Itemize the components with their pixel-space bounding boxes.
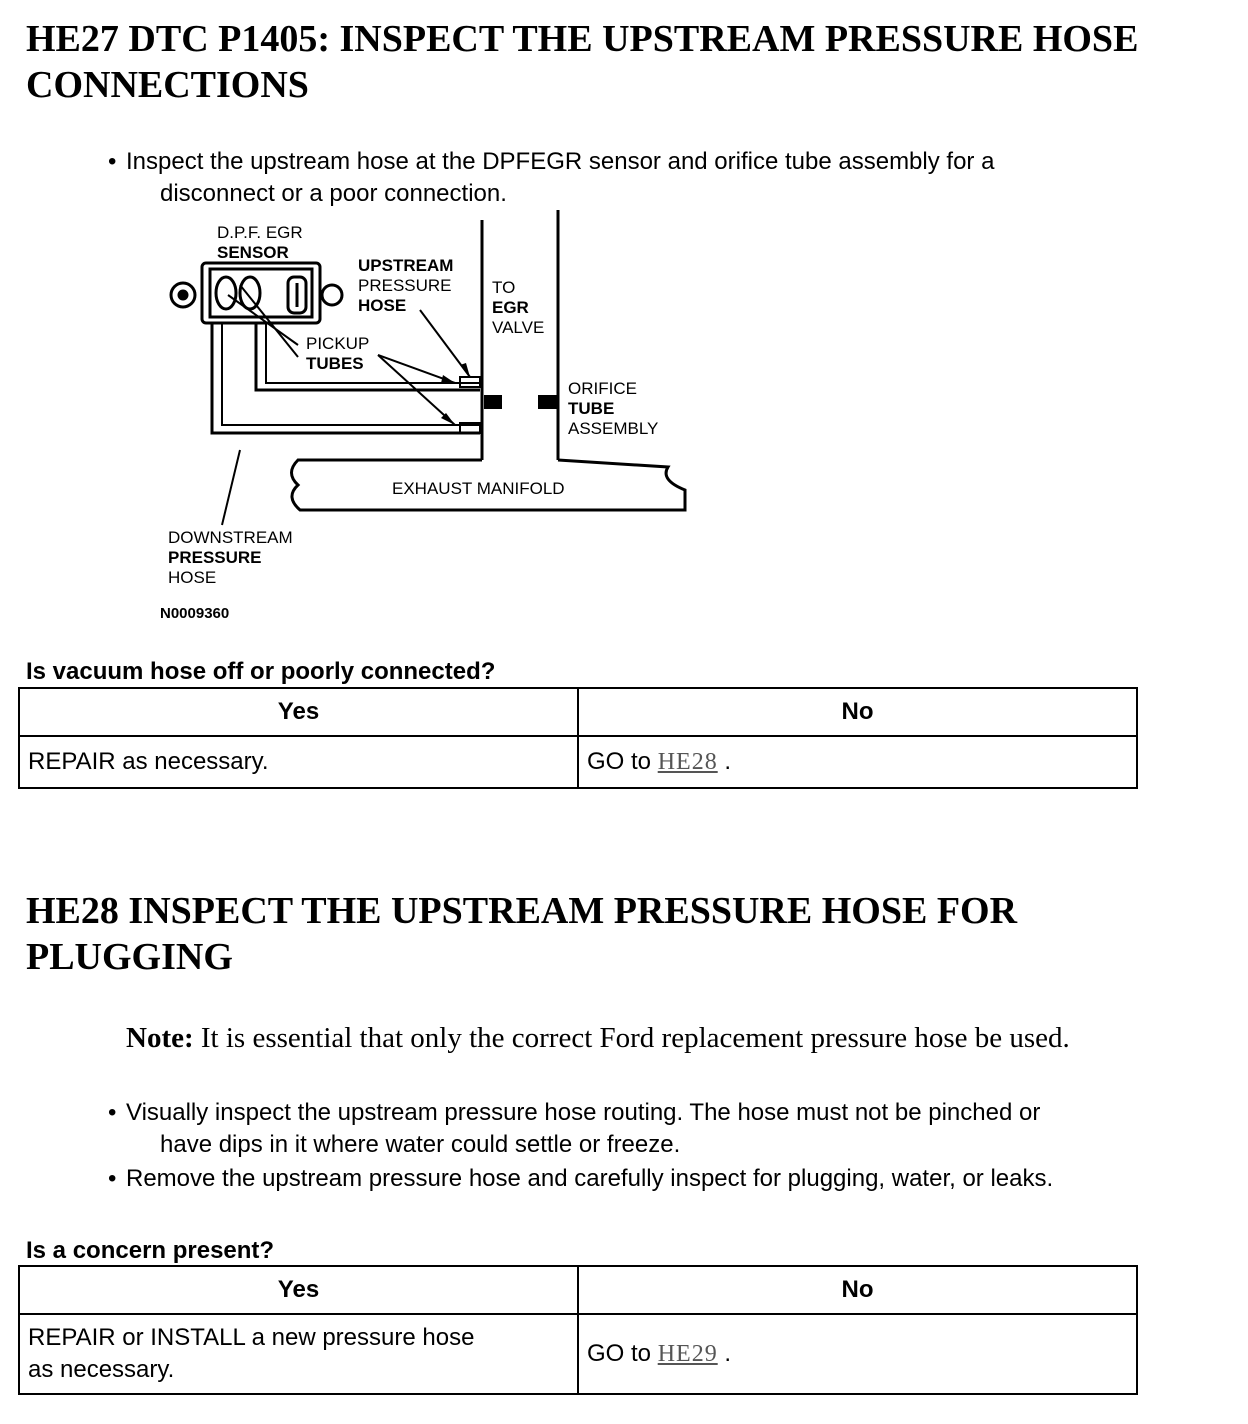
bullet-dot-icon: • xyxy=(108,1165,117,1192)
section1-bullet xyxy=(108,146,994,210)
label-to-egr-2: EGR xyxy=(492,298,529,317)
label-upstream-3: HOSE xyxy=(358,296,407,315)
label-orifice-1: ORIFICE xyxy=(568,379,637,398)
yes-cell xyxy=(19,1314,578,1394)
col-no-header: No xyxy=(578,688,1137,736)
label-orifice-2: TUBE xyxy=(568,399,615,418)
section2-question: Is a concern present? xyxy=(26,1237,275,1264)
no-suffix: . xyxy=(724,1340,732,1367)
no-cell xyxy=(578,1314,1137,1394)
table-row xyxy=(19,736,1137,788)
yes-text-line1: REPAIR or INSTALL a new pressure hose xyxy=(28,1324,475,1351)
label-pickup-1: PICKUP xyxy=(306,334,370,353)
section2-heading-line1: HE28 INSPECT THE UPSTREAM PRESSURE HOSE FOR xyxy=(26,890,1018,932)
label-sensor-1: D.P.F. EGR xyxy=(217,223,303,242)
section2-bullet1-line1: Visually inspect the upstream pressure hose routing. The hose must not be pinched or xyxy=(126,1099,1041,1126)
section2-heading xyxy=(26,888,1017,980)
col-yes-header: Yes xyxy=(19,1266,578,1314)
bullet-dot-icon: • xyxy=(108,1099,117,1126)
label-pickup-2: TUBES xyxy=(306,354,364,373)
section2-note xyxy=(126,1021,1070,1055)
label-sensor-2: SENSOR xyxy=(217,243,289,262)
section1-heading-line1: HE27 DTC P1405: INSPECT THE UPSTREAM PRESSURE HOSE xyxy=(26,18,1139,60)
label-downstream-3: HOSE xyxy=(168,568,217,587)
section2-bullet2-line1: Remove the upstream pressure hose and carefully inspect for plugging, water, or leaks. xyxy=(126,1165,1054,1192)
figure-id: N0009360 xyxy=(160,605,230,622)
table-header-row xyxy=(19,1266,1137,1314)
yes-text-line2: as necessary. xyxy=(28,1356,175,1383)
label-manifold: EXHAUST MANIFOLD xyxy=(392,479,565,498)
col-no-header: No xyxy=(578,1266,1137,1314)
label-upstream-1: UPSTREAM xyxy=(358,256,454,275)
no-prefix: GO to xyxy=(587,1340,652,1367)
bullet-dot-icon: • xyxy=(108,148,117,175)
mount-ear-right xyxy=(322,285,342,305)
no-cell xyxy=(578,736,1137,788)
egr-sensor-diagram xyxy=(0,205,720,625)
label-to-egr-1: TO xyxy=(492,278,516,297)
section1-heading-line2: CONNECTIONS xyxy=(26,64,309,106)
he28-link[interactable]: HE28 xyxy=(657,749,718,775)
yes-cell: REPAIR as necessary. xyxy=(19,736,578,788)
section1-question: Is vacuum hose off or poorly connected? xyxy=(26,658,496,685)
section2-bullet-2 xyxy=(108,1163,1053,1195)
section1-bullet-line2: disconnect or a poor connection. xyxy=(160,180,507,207)
section1-bullet-line1: Inspect the upstream hose at the DPFEGR sensor and orifice tube assembly for a xyxy=(126,148,995,175)
table-row xyxy=(19,1314,1137,1394)
table-header-row xyxy=(19,688,1137,736)
no-prefix: GO to xyxy=(587,748,652,775)
label-orifice-3: ASSEMBLY xyxy=(568,419,659,438)
he29-link[interactable]: HE29 xyxy=(657,1341,718,1367)
section1-decision-table xyxy=(18,687,1138,789)
label-to-egr-3: VALVE xyxy=(492,318,545,337)
section2-bullet-1 xyxy=(108,1097,1040,1161)
section2-bullet1-line2: have dips in it where water could settle or freeze. xyxy=(160,1131,681,1158)
note-text: It is essential that only the correct Ford replacement pressure hose be used. xyxy=(200,1022,1070,1054)
note-label: Note: xyxy=(126,1022,194,1054)
no-suffix: . xyxy=(724,748,732,775)
section2-heading-line2: PLUGGING xyxy=(26,936,233,978)
section2-decision-table xyxy=(18,1265,1138,1395)
col-yes-header: Yes xyxy=(19,688,578,736)
label-downstream-1: DOWNSTREAM xyxy=(168,528,293,547)
label-upstream-2: PRESSURE xyxy=(358,276,452,295)
section1-heading xyxy=(26,16,1138,108)
label-downstream-2: PRESSURE xyxy=(168,548,262,567)
